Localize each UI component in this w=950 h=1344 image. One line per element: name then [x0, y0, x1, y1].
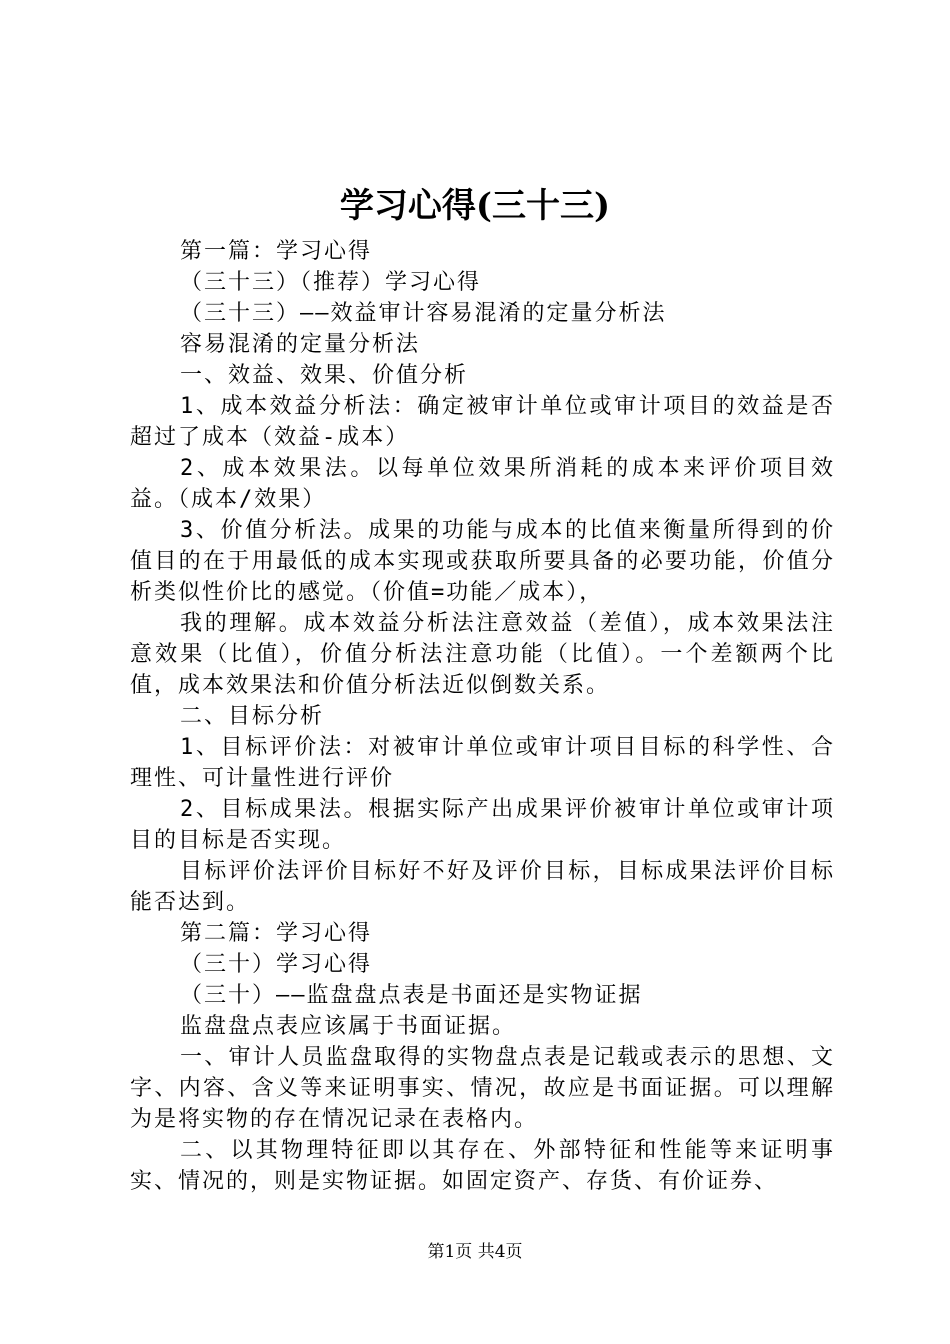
paragraph: 1、目标评价法：对被审计单位或审计项目目标的科学性、合理性、可计量性进行评价	[130, 735, 835, 791]
paragraph: 二、以其物理特征即以其存在、外部特征和性能等来证明事实、情况的，则是实物证据。如固定资产、存货、有价证券、	[130, 1138, 835, 1194]
paragraph: （三十）学习心得	[180, 952, 373, 977]
paragraph: 2、目标成果法。根据实际产出成果评价被审计单位或审计项目的目标是否实现。	[130, 797, 835, 853]
paragraph: 一、效益、效果、价值分析	[180, 363, 469, 388]
paragraph: 2、成本效果法。以每单位效果所消耗的成本来评价项目效益。（成本/效果）	[130, 456, 835, 512]
paragraph: 容易混淆的定量分析法	[180, 332, 421, 357]
paragraph: 目标评价法评价目标好不好及评价目标，目标成果法评价目标能否达到。	[130, 859, 835, 915]
paragraph: （三十）——监盘盘点表是书面还是实物证据	[180, 983, 643, 1008]
paragraph: 3、价值分析法。成果的功能与成本的比值来衡量所得到的价值目的在于用最低的成本实现或获取所要具备的必要功能，价值分析类似性价比的感觉。（价值=功能／成本），	[130, 518, 835, 605]
paragraph: 监盘盘点表应该属于书面证据。	[180, 1014, 517, 1039]
document-title: 学习心得(三十三)	[339, 186, 611, 226]
paragraph: 一、审计人员监盘取得的实物盘点表是记载或表示的思想、文字、内容、含义等来证明事实、情况，故应是书面证据。可以理解为是将实物的存在情况记录在表格内。	[130, 1045, 835, 1132]
paragraph: 第二篇：学习心得	[180, 921, 373, 946]
paragraph: （三十三）——效益审计容易混淆的定量分析法	[180, 301, 667, 326]
paragraph: 第一篇：学习心得	[180, 239, 373, 264]
page-footer: 第1页 共4页	[427, 1242, 523, 1262]
paragraph: 我的理解。成本效益分析法注意效益（差值），成本效果法注意效果（比值），价值分析法注意功能（比值）。一个差额两个比值，成本效果法和价值分析法近似倒数关系。	[130, 611, 835, 698]
document-body	[130, 236, 835, 1197]
paragraph: 1、成本效益分析法：确定被审计单位或审计项目的效益是否超过了成本（效益-成本）	[130, 394, 835, 450]
paragraph: （三十三）（推荐）学习心得	[180, 270, 482, 295]
paragraph: 二、目标分析	[180, 704, 325, 729]
